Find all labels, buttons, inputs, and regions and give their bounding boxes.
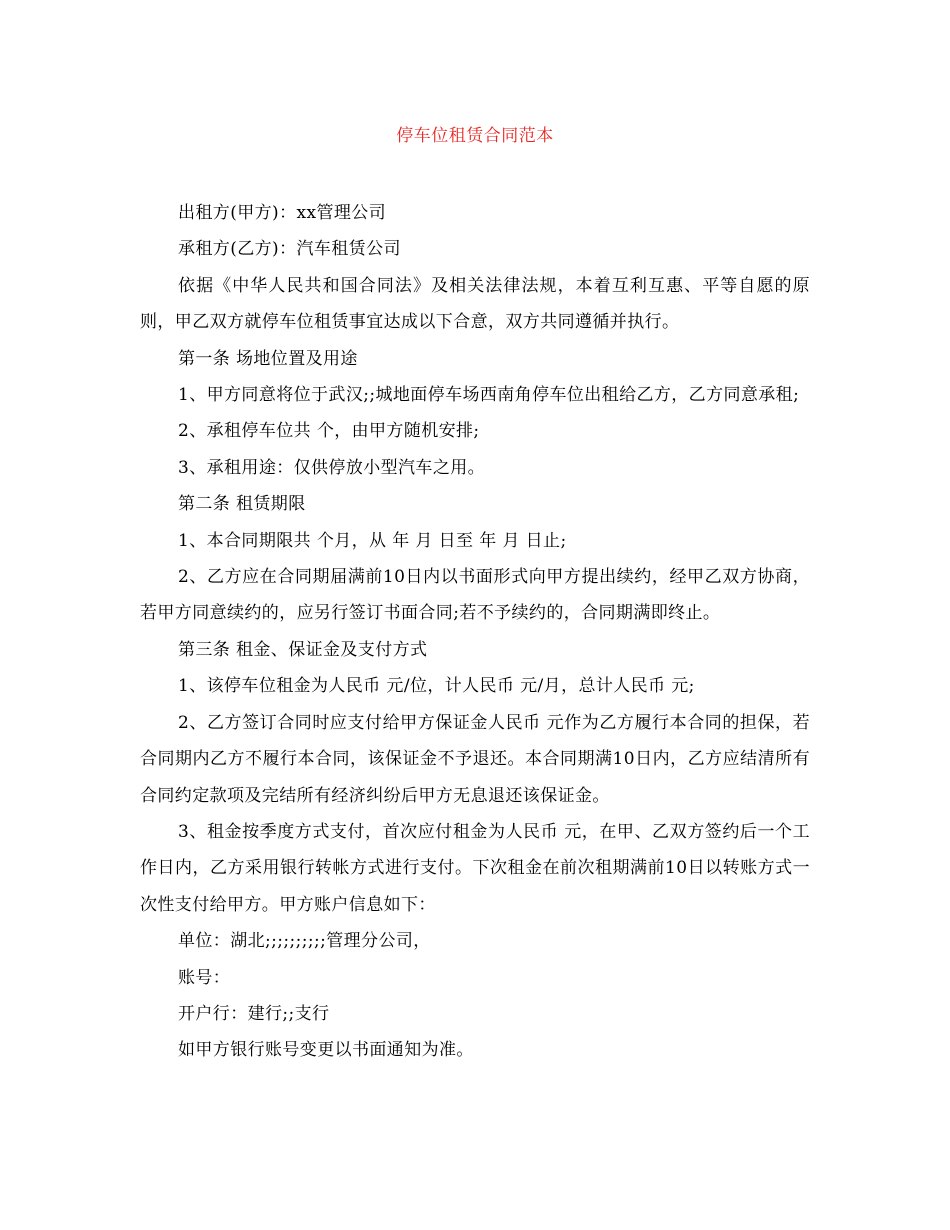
preamble-paragraph: 依据《中华人民共和国合同法》及相关法律法规，本着互利互惠、平等自愿的原则，甲乙双方就停车位租赁事宜达成以下合意，双方共同遵循并执行。	[140, 275, 810, 333]
article-3-heading: 第三条 租金、保证金及支付方式	[178, 639, 428, 660]
article-1-clause-3: 3、承租用途：仅供停放小型汽车之用。	[178, 457, 486, 478]
article-1-heading: 第一条 场地位置及用途	[178, 348, 358, 369]
document-body	[140, 195, 810, 1069]
account-number-line: 账号：	[178, 967, 231, 988]
article-2-heading: 第二条 租赁期限	[178, 494, 306, 515]
article-3-clause-1: 1、该停车位租金为人民币 元/位，计人民币 元/月，总计人民币 元;	[178, 676, 695, 697]
article-1-clause-2: 2、承租停车位共 个，由甲方随机安排;	[178, 421, 480, 442]
document-title: 停车位租赁合同范本	[396, 126, 554, 146]
lessee-line: 承租方(乙方)：汽车租赁公司	[178, 239, 401, 260]
article-3-clause-3: 3、租金按季度方式支付，首次应付租金为人民币 元，在甲、乙双方签约后一个工作日内，乙方采用银行转帐方式进行支付。下次租金在前次租期满前10日以转账方式一次性支付给甲方。甲方账户信息如下：	[140, 821, 810, 915]
article-1-clause-1: 1、甲方同意将位于武汉;;城地面停车场西南角停车位出租给乙方，乙方同意承租;	[178, 385, 800, 406]
account-unit-line: 单位：湖北;;;;;;;;;;管理分公司，	[178, 931, 431, 952]
article-3-clause-2: 2、乙方签订合同时应支付给甲方保证金人民币 元作为乙方履行本合同的担保，若合同期内乙方不履行本合同，该保证金不予退还。本合同期满10日内，乙方应结清所有合同约定款项及完结所有经济纠纷后甲方无息退还该保证金。	[140, 712, 810, 806]
account-change-note: 如甲方银行账号变更以书面通知为准。	[178, 1040, 474, 1061]
lessor-line: 出租方(甲方)：xx管理公司	[178, 203, 387, 223]
article-2-clause-2: 2、乙方应在合同期届满前10日内以书面形式向甲方提出续约，经甲乙双方协商，若甲方同意续约的，应另行签订书面合同;若不予续约的，合同期满即终止。	[140, 567, 810, 624]
account-bank-line: 开户行：建行;;支行	[178, 1003, 330, 1024]
article-2-clause-1: 1、本合同期限共 个月，从 年 月 日至 年 月 日止;	[178, 530, 567, 551]
